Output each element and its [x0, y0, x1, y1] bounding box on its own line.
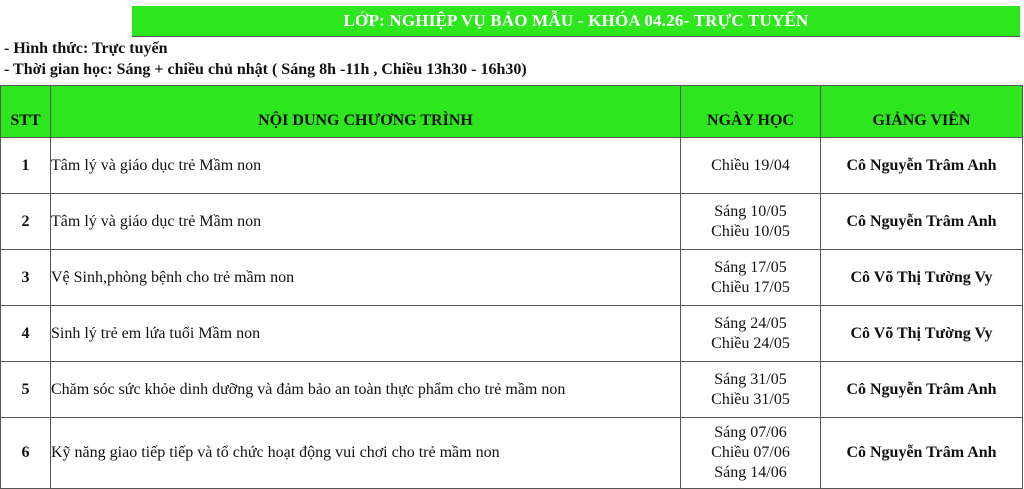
table-header-row	[1, 86, 1023, 138]
row-content: Tâm lý và giáo dục trẻ Mầm non	[51, 194, 681, 250]
row-dates	[681, 250, 821, 306]
date-line: Sáng 17/05	[714, 258, 787, 276]
row-dates	[681, 194, 821, 250]
date-line: Sáng 10/05	[714, 202, 787, 220]
row-stt: 2	[1, 194, 51, 250]
date-line: Chiều 07/06	[711, 444, 790, 461]
table-row	[1, 138, 1023, 194]
date-line: Sáng 24/05	[714, 314, 787, 332]
info-format: - Hình thức: Trực tuyến	[4, 40, 168, 57]
row-dates	[681, 418, 821, 489]
table-row	[1, 418, 1023, 489]
header-date: NGÀY HỌC	[681, 86, 821, 138]
date-line: Chiều 17/05	[711, 278, 790, 296]
row-content: Chăm sóc sức khỏe dinh dưỡng và đảm bảo an toàn thực phẩm cho trẻ mầm non	[51, 362, 681, 418]
header-content: NỘI DUNG CHƯƠNG TRÌNH	[51, 86, 681, 138]
row-stt: 1	[1, 138, 51, 194]
row-content: Sinh lý trẻ em lứa tuổi Mầm non	[51, 306, 681, 362]
row-stt: 3	[1, 250, 51, 306]
row-teacher: Cô Nguyễn Trâm Anh	[821, 362, 1023, 418]
row-teacher: Cô Nguyễn Trâm Anh	[821, 138, 1023, 194]
row-dates	[681, 138, 821, 194]
date-line: Sáng 07/06	[714, 424, 787, 441]
row-teacher: Cô Võ Thị Tường Vy	[821, 306, 1023, 362]
row-teacher: Cô Nguyễn Trâm Anh	[821, 194, 1023, 250]
row-stt: 6	[1, 418, 51, 489]
row-content: Kỹ năng giao tiếp tiếp và tổ chức hoạt động vui chơi cho trẻ mầm non	[51, 418, 681, 489]
row-teacher: Cô Nguyễn Trâm Anh	[821, 418, 1023, 489]
date-line: Chiều 24/05	[711, 334, 790, 352]
date-line: Sáng 31/05	[714, 370, 787, 388]
row-dates	[681, 306, 821, 362]
page-title: LỚP: NGHIỆP VỤ BẢO MẪU - KHÓA 04.26- TRỰC TUYẾN	[343, 11, 809, 30]
row-dates	[681, 362, 821, 418]
row-teacher: Cô Võ Thị Tường Vy	[821, 250, 1023, 306]
table-row	[1, 362, 1023, 418]
table-row	[1, 250, 1023, 306]
date-line: Chiều 19/04	[711, 156, 790, 174]
row-stt: 4	[1, 306, 51, 362]
row-content: Tâm lý và giáo dục trẻ Mầm non	[51, 138, 681, 194]
date-line: Chiều 31/05	[711, 390, 790, 408]
row-stt: 5	[1, 362, 51, 418]
table-row	[1, 306, 1023, 362]
header-stt: STT	[1, 86, 51, 138]
row-content: Vệ Sinh,phòng bệnh cho trẻ mầm non	[51, 250, 681, 306]
header-teacher: GIẢNG VIÊN	[821, 86, 1023, 138]
table-row	[1, 194, 1023, 250]
date-line: Chiều 10/05	[711, 222, 790, 240]
date-line: Sáng 14/06	[714, 464, 787, 481]
schedule-table	[0, 85, 1023, 489]
info-schedule-time: - Thời gian học: Sáng + chiều chủ nhật ( Sáng 8h -11h , Chiều 13h30 - 16h30)	[4, 61, 527, 78]
